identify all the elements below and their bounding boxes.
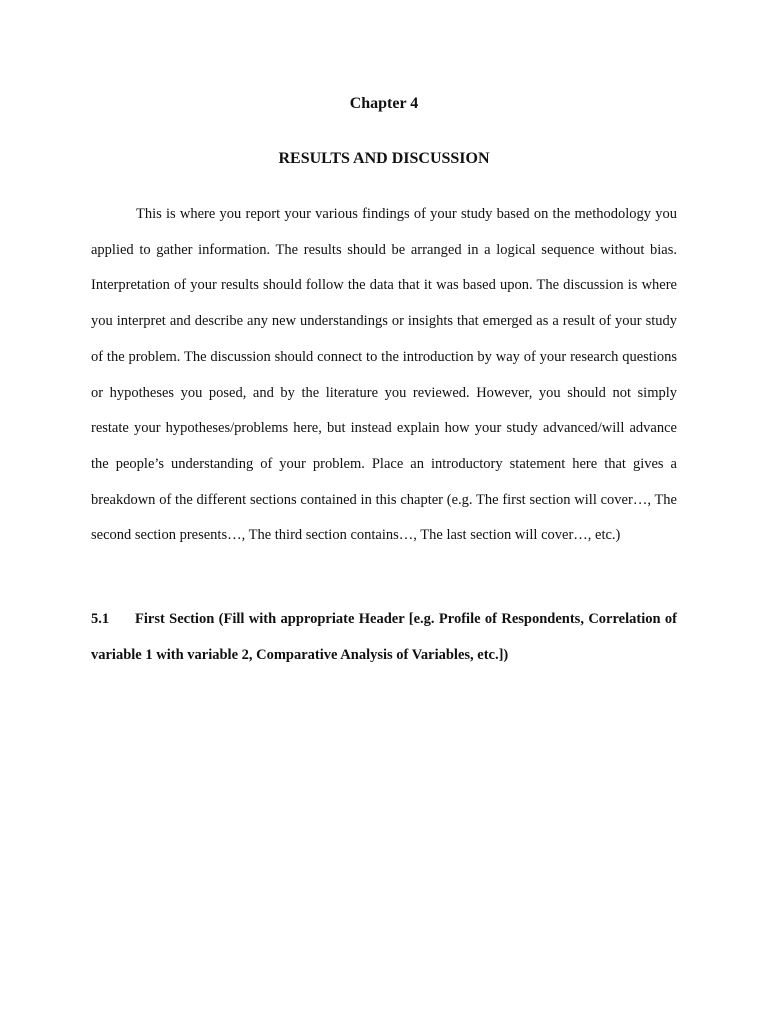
intro-paragraph: This is where you report your various findings of your study based on the methodology you applied to gather information. The results should be arranged in a logical sequence without bias. Interpretation of your results should follow the data that it was based upon. The discussion is where you interpret and describe any new understandings or insights that emerged as a result of your study of the problem. The discussion should connect to the introduction by way of your research questions or hypotheses you posed, and by the literature you reviewed. However, you should not simply restate your hypotheses/problems here, but instead explain how your study advanced/will advance the people’s understanding of your problem. Place an introductory statement here that gives a breakdown of the different sections contained in this chapter (e.g. The first section will cover…, The second section presents…, The third section contains…, The last section will cover…, etc.)	[91, 206, 677, 544]
chapter-title: RESULTS AND DISCUSSION	[278, 150, 490, 167]
section-heading-text: First Section (Fill with appropriate Header [e.g. Profile of Respondents, Correlation of variable 1 with variable 2, Comparative Analysis of Variables, etc.])	[91, 611, 677, 663]
chapter-label: Chapter 4	[349, 95, 419, 112]
section-number: 5.1	[91, 611, 110, 627]
section-heading	[91, 601, 677, 673]
